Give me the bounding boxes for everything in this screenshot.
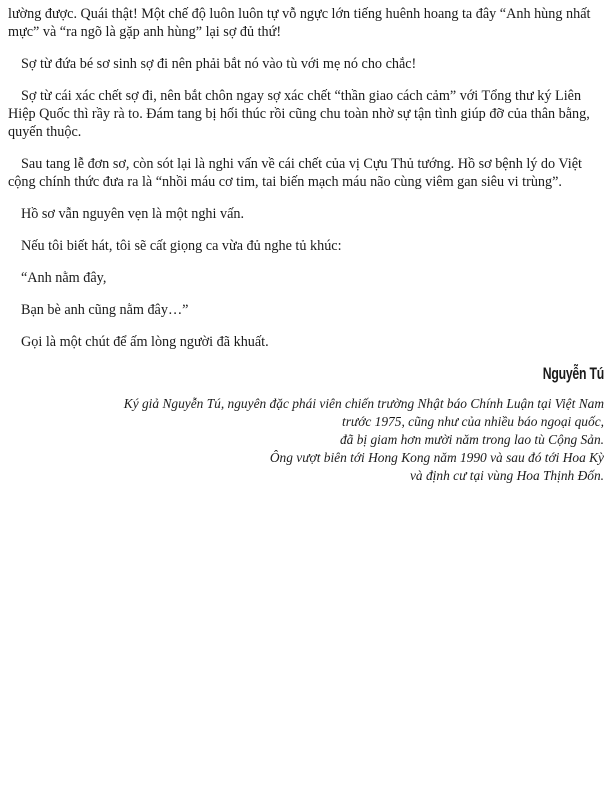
bio-line: trước 1975, cũng như của nhiều báo ngoại quốc, [341, 414, 604, 429]
paragraph: Sợ từ đứa bé sơ sinh sợ đi nên phải bắt nó vào tù với mẹ nó cho chắc! [21, 56, 417, 72]
quote-line: Bạn bè anh cũng nằm đây…” [21, 302, 189, 318]
bio-line: đã bị giam hơn mười năm trong lao tù Cộng Sản. [339, 432, 604, 447]
paragraph: Sau tang lễ đơn sơ, còn sót lại là nghi vấn về cái chết của vị Cựu Thủ tướng. Hồ sơ bệnh lý do Việt cộng chính thức đưa ra là “nhồi máu cơ tim, tai biến mạch máu não cùng viêm gan siêu vi trùng”. [8, 156, 582, 190]
paragraph: Hồ sơ vẫn nguyên vẹn là một nghi vấn. [21, 206, 245, 222]
paragraph: lường được. Quái thật! Một chế độ luôn luôn tự vỗ ngực lớn tiếng huênh hoang ta đây “Anh hùng nhất mực” và “ra ngõ là gặp anh hùng” lại sợ đủ thứ! [8, 6, 591, 40]
author-signature: Nguyễn Tú [542, 364, 604, 383]
quote-line: “Anh nằm đây, [21, 270, 107, 286]
paragraph: Sợ từ cái xác chết sợ đi, nên bắt chôn ngay sợ xác chết “thần giao cách cảm” với Tổng thư ký Liên Hiệp Quốc thì rầy rà to. Đám tang bị hối thúc rồi cũng chu toàn nhờ sự tận tình giúp đỡ của thân bằng, quyến thuộc. [8, 88, 590, 140]
paragraph: Gọi là một chút để ấm lòng người đã khuất. [21, 334, 269, 350]
paragraph: Nếu tôi biết hát, tôi sẽ cất giọng ca vừa đủ nghe tủ khúc: [21, 238, 342, 254]
author-bio [8, 395, 604, 485]
bio-line: Ký giả Nguyễn Tú, nguyên đặc phái viên chiến trường Nhật báo Chính Luận tại Việt Nam [123, 396, 604, 411]
bio-line: Ông vượt biên tới Hong Kong năm 1990 và sau đó tới Hoa Kỳ [269, 450, 604, 465]
bio-line: và định cư tại vùng Hoa Thịnh Đốn. [409, 468, 604, 483]
